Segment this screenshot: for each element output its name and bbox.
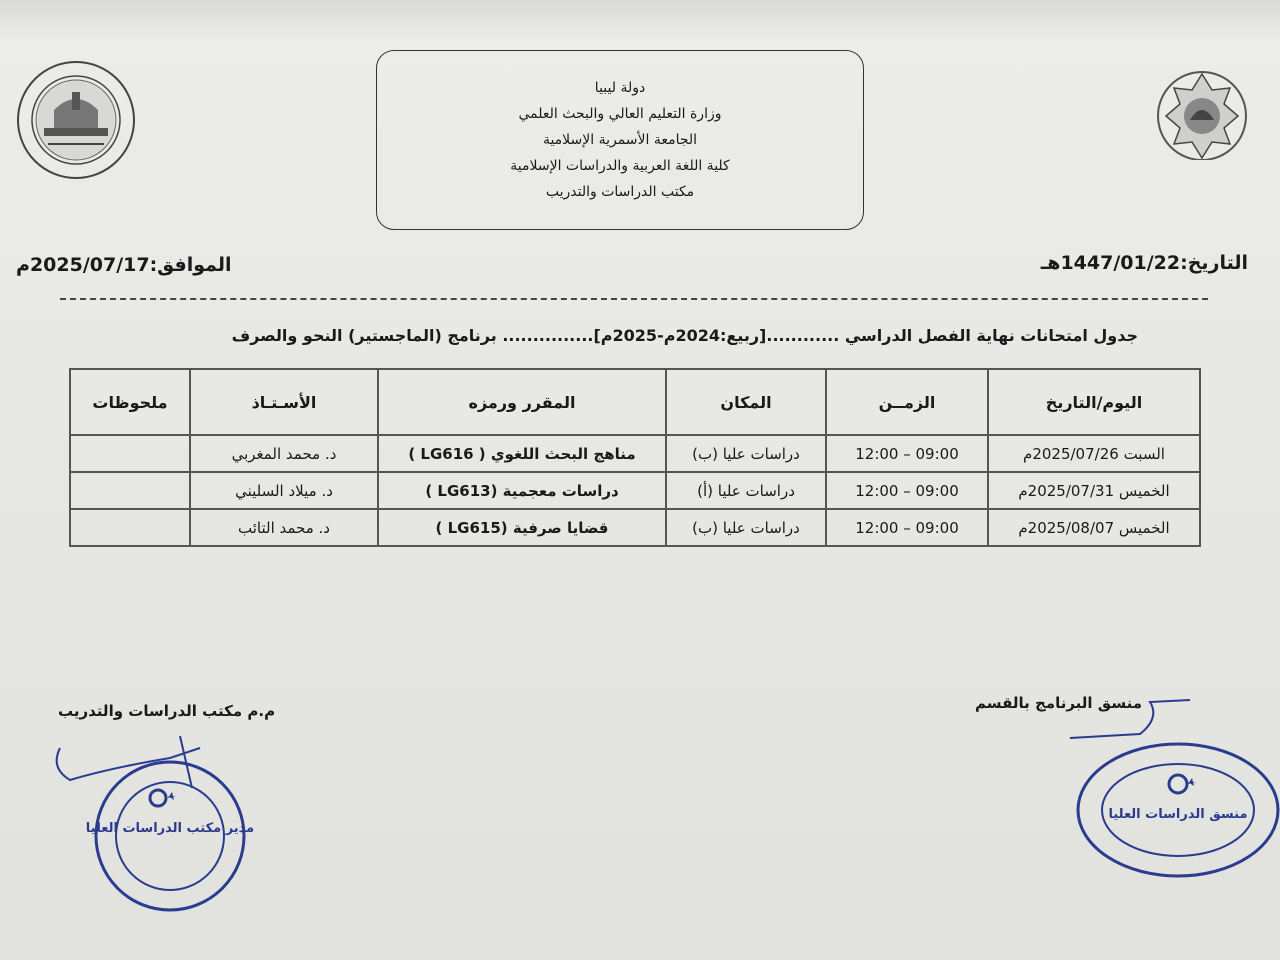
- cell-course: مناهج البحث اللغوي ( LG616 ): [378, 435, 666, 472]
- university-name: الجامعة الأسمرية الإسلامية: [542, 132, 698, 148]
- page-shadow: [0, 0, 1280, 40]
- table-row: [70, 472, 1200, 509]
- university-seal-icon: [1140, 60, 1264, 160]
- cell-time: 09:00 – 12:00: [826, 509, 988, 546]
- ministry-name: وزارة التعليم العالي والبحث العلمي: [518, 106, 722, 122]
- gregorian-date: الموافق:2025/07/17م: [16, 254, 232, 276]
- table-row: [70, 435, 1200, 472]
- cell-date: الخميس 2025/08/07م: [988, 509, 1200, 546]
- faculty-seal-icon: [14, 58, 138, 182]
- office-signature-title: م.م مكتب الدراسات والتدريب: [58, 702, 276, 720]
- header-date: اليوم/التاريخ: [988, 369, 1200, 435]
- stamp-text-left: مدير مكتب الدراسات العليا: [85, 821, 255, 836]
- country-name: دولة ليبيا: [594, 80, 646, 96]
- cell-date: السبت 2025/07/26م: [988, 435, 1200, 472]
- cell-time: 09:00 – 12:00: [826, 472, 988, 509]
- cell-notes: [70, 509, 190, 546]
- stamp-text-right: منسق الدراسات العليا: [1108, 807, 1248, 822]
- header-course: المقرر ورمزه: [378, 369, 666, 435]
- faculty-name: كلية اللغة العربية والدراسات الإسلامية: [510, 158, 730, 174]
- cell-time: 09:00 – 12:00: [826, 435, 988, 472]
- cell-teacher: د. محمد التائب: [190, 509, 378, 546]
- cell-course: قضايا صرفية (LG615 ): [378, 509, 666, 546]
- department-stamp-icon: [1060, 688, 1280, 883]
- cell-date: الخميس 2025/07/31م: [988, 472, 1200, 509]
- schedule-title: جدول امتحانات نهاية الفصل الدراسي ............[ربيع:2024م-2025م]............... برنامج (الماجستير) النحو والصرف: [231, 326, 1138, 345]
- hijri-date: التاريخ:1447/01/22هـ: [1040, 252, 1248, 274]
- exam-schedule-table: [69, 368, 1201, 547]
- header-place: المكان: [666, 369, 826, 435]
- cell-teacher: د. ميلاد السليني: [190, 472, 378, 509]
- header-teacher: الأسـتـاذ: [190, 369, 378, 435]
- cell-notes: [70, 472, 190, 509]
- coordinator-signature-title: منسق البرنامج بالقسم: [975, 694, 1142, 712]
- table-row: [70, 509, 1200, 546]
- cell-place: دراسات عليا (أ): [666, 472, 826, 509]
- cell-notes: [70, 435, 190, 472]
- divider: [60, 298, 1208, 300]
- table-header-row: [70, 369, 1200, 435]
- cell-place: دراسات عليا (ب): [666, 435, 826, 472]
- cell-course: دراسات معجمية (LG613 ): [378, 472, 666, 509]
- cell-teacher: د. محمد المغربي: [190, 435, 378, 472]
- header-time: الزمــن: [826, 369, 988, 435]
- office-stamp-icon: [50, 728, 280, 918]
- header-notes: ملحوظات: [70, 369, 190, 435]
- header-box: [376, 50, 864, 230]
- cell-place: دراسات عليا (ب): [666, 509, 826, 546]
- office-name: مكتب الدراسات والتدريب: [545, 184, 695, 200]
